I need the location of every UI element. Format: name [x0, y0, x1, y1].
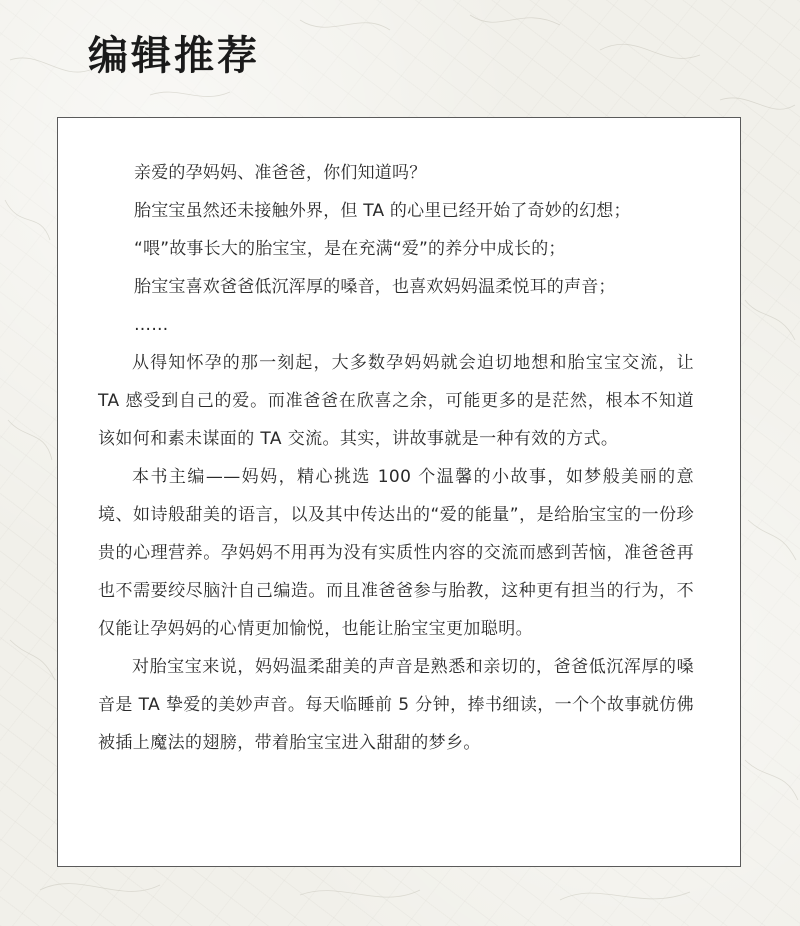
- page-title: 编辑推荐: [88, 32, 260, 79]
- body-paragraph: 从得知怀孕的那一刻起，大多数孕妈妈就会迫切地想和胎宝宝交流，让 TA 感受到自己的爱。而准爸爸在欣喜之余，可能更多的是茫然，根本不知道该如何和素未谋面的 TA 交流。其实，讲故事就是一种有效的方式。: [98, 353, 694, 449]
- body-paragraphs: [98, 344, 694, 762]
- intro-line: 胎宝宝虽然还未接触外界，但 TA 的心里已经开始了奇妙的幻想；: [134, 201, 631, 221]
- intro-line: “喂”故事长大的胎宝宝，是在充满“爱”的养分中成长的；: [134, 239, 566, 259]
- intro-line: 胎宝宝喜欢爸爸低沉浑厚的嗓音，也喜欢妈妈温柔悦耳的声音；: [134, 277, 616, 297]
- body-paragraph: 对胎宝宝来说，妈妈温柔甜美的声音是熟悉和亲切的，爸爸低沉浑厚的嗓音是 TA 挚爱的美妙声音。每天临睡前 5 分钟，捧书细读，一个个故事就仿佛被插上魔法的翅膀，带着胎宝宝进入甜甜的梦乡。: [98, 657, 694, 753]
- recommendation-box: [57, 117, 741, 867]
- intro-line: 亲爱的孕妈妈、准爸爸，你们知道吗？: [134, 163, 427, 183]
- intro-lines: [134, 154, 694, 344]
- intro-ellipsis: ……: [134, 315, 169, 335]
- body-paragraph: 本书主编——妈妈，精心挑选 100 个温馨的小故事，如梦般美丽的意境、如诗般甜美的语言，以及其中传达出的“爱的能量”，是给胎宝宝的一份珍贵的心理营养。孕妈妈不用再为没有实质性内容的交流而感到苦恼，准爸爸再也不需要绞尽脑汁自己编造。而且准爸爸参与胎教，这种更有担当的行为，不仅能让孕妈妈的心情更加愉悦，也能让胎宝宝更加聪明。: [98, 467, 694, 639]
